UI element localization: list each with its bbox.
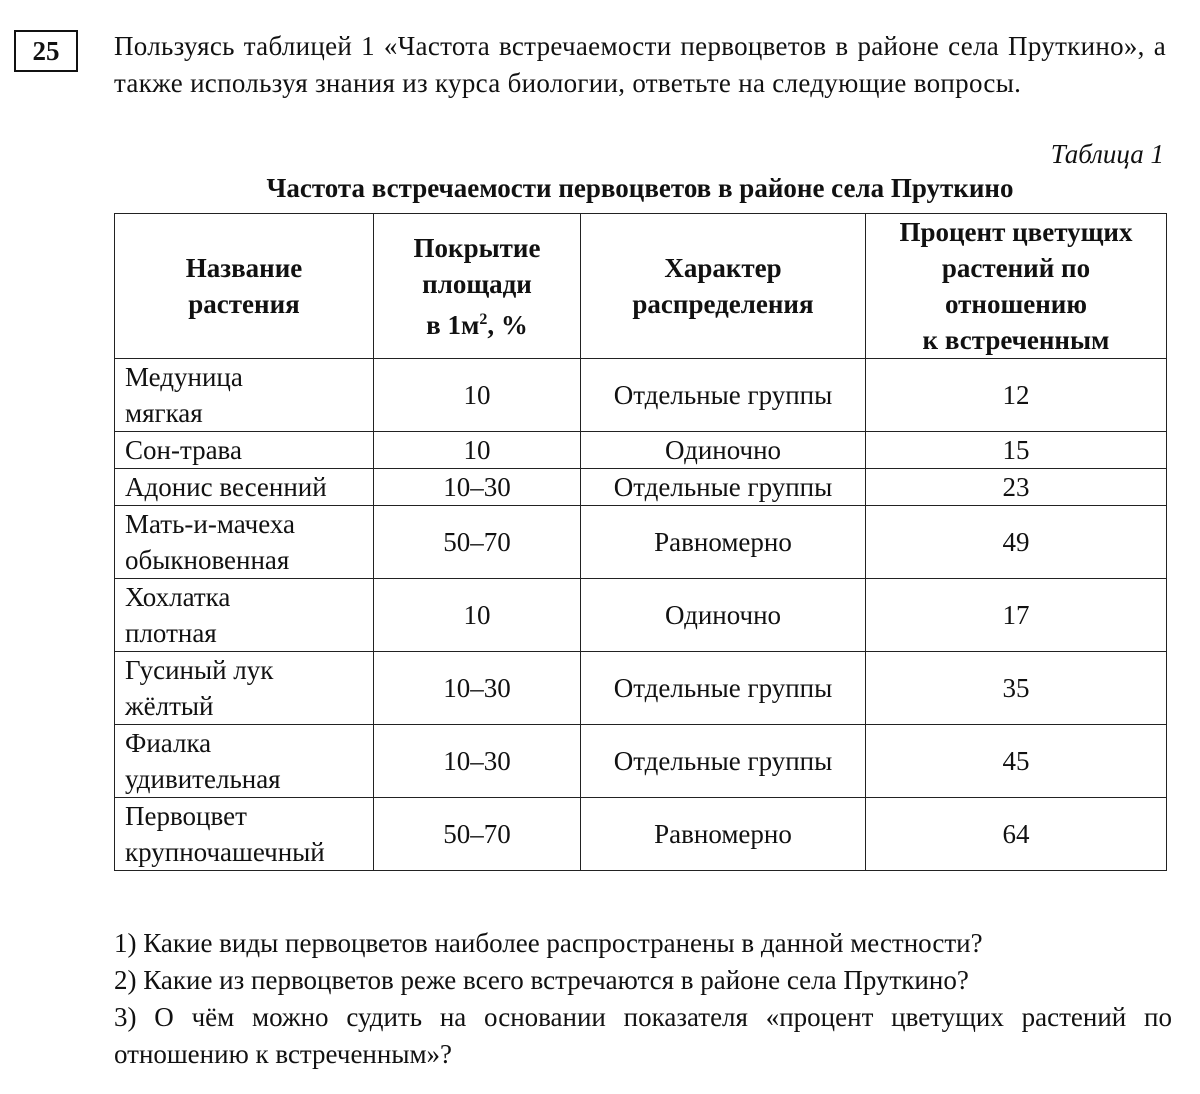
table-row: [115, 432, 1167, 469]
cell-name: Фиалка удивительная: [115, 725, 374, 798]
cell-coverage: 10: [374, 359, 581, 432]
cell-coverage: 10: [374, 432, 581, 469]
cell-coverage: 10: [374, 579, 581, 652]
cell-percent: 15: [866, 432, 1167, 469]
table-row: [115, 506, 1167, 579]
cell-distribution: Одиночно: [581, 579, 866, 652]
table-row: [115, 469, 1167, 506]
header-percent: Процент цветущих растений по отношению к встреченным: [866, 214, 1167, 359]
cell-percent: 35: [866, 652, 1167, 725]
cell-distribution: Равномерно: [581, 798, 866, 871]
plants-table: [114, 213, 1167, 871]
header-distribution: Характер распределения: [581, 214, 866, 359]
cell-distribution: Одиночно: [581, 432, 866, 469]
cell-distribution: Отдельные группы: [581, 725, 866, 798]
cell-percent: 45: [866, 725, 1167, 798]
cell-coverage: 10–30: [374, 652, 581, 725]
cell-percent: 49: [866, 506, 1167, 579]
table-row: [115, 725, 1167, 798]
cell-distribution: Отдельные группы: [581, 469, 866, 506]
task-intro: Пользуясь таблицей 1 «Частота встречаемости первоцветов в районе села Пруткино», а также используя знания из курса биологии, ответьте на следующие вопросы.: [114, 31, 1166, 98]
table-header-row: [115, 214, 1167, 359]
cell-percent: 23: [866, 469, 1167, 506]
cell-coverage: 50–70: [374, 506, 581, 579]
cell-name: Гусиный лук жёлтый: [115, 652, 374, 725]
cell-coverage: 10–30: [374, 725, 581, 798]
cell-percent: 17: [866, 579, 1167, 652]
table-row: [115, 652, 1167, 725]
question-2: 2) Какие из первоцветов реже всего встречаются в районе села Пруткино?: [114, 965, 969, 995]
table-row: [115, 359, 1167, 432]
cell-percent: 12: [866, 359, 1167, 432]
cell-name: Мать-и-мачеха обыкновенная: [115, 506, 374, 579]
table-title: Частота встречаемости первоцветов в районе села Пруткино: [266, 173, 1014, 203]
cell-name: Сон-трава: [115, 432, 374, 469]
cell-name: Первоцвет крупночашечный: [115, 798, 374, 871]
table-caption: Таблица 1: [1050, 139, 1164, 169]
questions-list: [114, 925, 1172, 1073]
table-row: [115, 798, 1167, 871]
cell-percent: 64: [866, 798, 1167, 871]
question-3: 3) О чём можно судить на основании показателя «процент цветущих растений по отношению к встреченным»?: [114, 1002, 1172, 1069]
header-name: Название растения: [115, 214, 374, 359]
question-1: 1) Какие виды первоцветов наиболее распространены в данной местности?: [114, 928, 983, 958]
table-row: [115, 579, 1167, 652]
cell-name: Хохлатка плотная: [115, 579, 374, 652]
header-coverage: Покрытие площади в $1м^2$, %: [374, 214, 581, 359]
cell-coverage: 10–30: [374, 469, 581, 506]
cell-name: Адонис весенний: [115, 469, 374, 506]
cell-distribution: Равномерно: [581, 506, 866, 579]
cell-name: Медуница мягкая: [115, 359, 374, 432]
cell-coverage: 50–70: [374, 798, 581, 871]
cell-distribution: Отдельные группы: [581, 652, 866, 725]
cell-distribution: Отдельные группы: [581, 359, 866, 432]
task-number: 25: [14, 30, 78, 72]
